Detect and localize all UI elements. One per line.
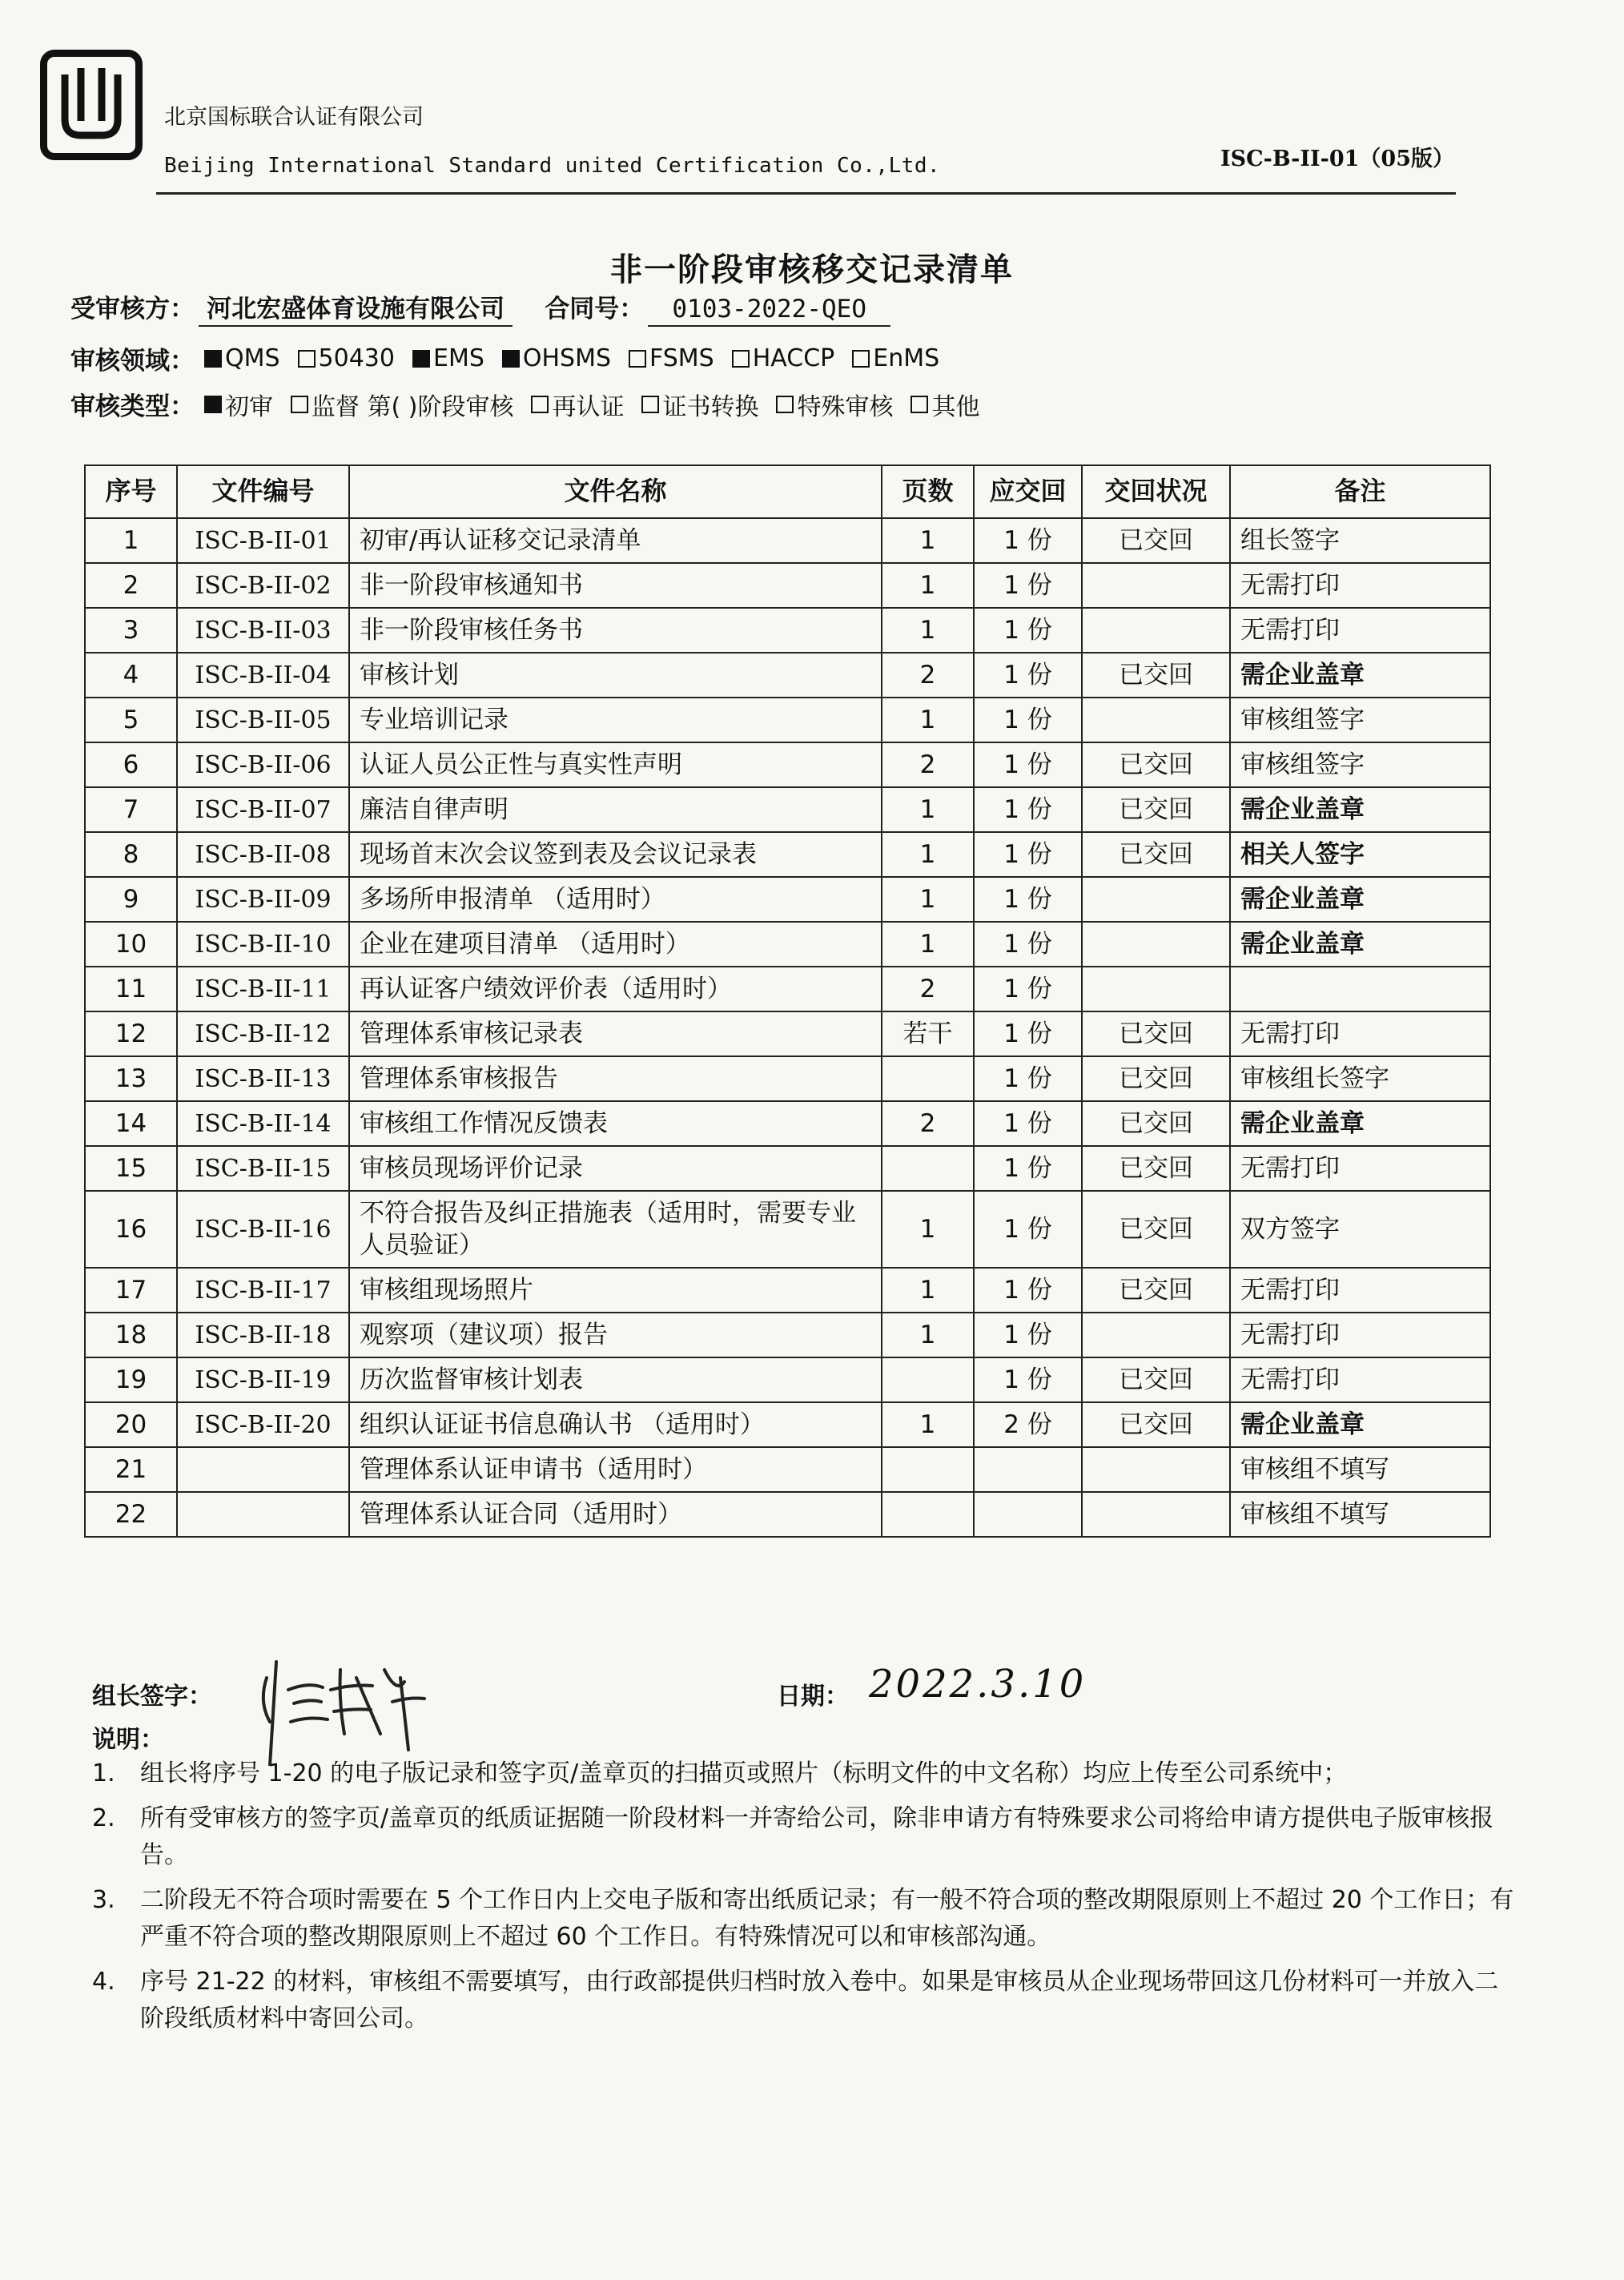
note-text: 组长将序号 1-20 的电子版记录和签字页/盖章页的扫描页或照片（标明文件的中文名称）均应上传至公司系统中； <box>140 1759 1348 1787</box>
row-number-cell: 20 <box>85 1402 177 1447</box>
required-copies-cell: 1 份 <box>974 1056 1082 1101</box>
row-number-cell: 21 <box>85 1447 177 1492</box>
page-count-cell: 2 <box>882 742 974 787</box>
return-status-cell <box>1082 1492 1230 1537</box>
return-status-cell: 已交回 <box>1082 1146 1230 1191</box>
return-status-cell: 已交回 <box>1082 653 1230 698</box>
remark-cell: 需企业盖章 <box>1230 922 1490 967</box>
audit-type-option[interactable] <box>291 387 513 422</box>
audit-type-option-label: 再认证 <box>552 392 625 421</box>
audit-type-row <box>70 386 997 422</box>
required-copies-cell: 1 份 <box>974 1313 1082 1357</box>
audit-domain-option[interactable] <box>412 344 484 372</box>
row-number-cell: 8 <box>85 832 177 877</box>
checked-box-icon[interactable] <box>204 350 222 368</box>
file-code-cell: ISC-B-II-10 <box>177 922 349 967</box>
return-status-cell <box>1082 1313 1230 1357</box>
audit-domain-label: 审核领域： <box>70 347 195 376</box>
note-number: 3. <box>92 1886 115 1914</box>
page-count-cell <box>882 1492 974 1537</box>
file-code-cell: ISC-B-II-15 <box>177 1146 349 1191</box>
file-code-cell <box>177 1492 349 1537</box>
row-number-cell: 22 <box>85 1492 177 1537</box>
row-number-cell: 7 <box>85 787 177 832</box>
audit-type-options <box>204 387 997 422</box>
required-copies-cell: 1 份 <box>974 742 1082 787</box>
table-row <box>85 563 1490 608</box>
file-name-cell: 审核计划 <box>349 653 882 698</box>
checked-box-icon[interactable] <box>204 396 222 413</box>
required-copies-cell <box>974 1447 1082 1492</box>
notes-title: 说明： <box>92 1726 164 1754</box>
required-copies-cell: 1 份 <box>974 877 1082 922</box>
audit-type-option-label: 其他 <box>931 392 980 421</box>
remark-cell: 需企业盖章 <box>1230 1101 1490 1146</box>
file-name-cell: 非一阶段审核通知书 <box>349 563 882 608</box>
remark-cell: 无需打印 <box>1230 608 1490 653</box>
table-row <box>85 518 1490 563</box>
contract-value: 0103-2022-QEO <box>648 295 890 327</box>
row-number-cell: 18 <box>85 1313 177 1357</box>
file-code-cell: ISC-B-II-12 <box>177 1011 349 1056</box>
table-row <box>85 1101 1490 1146</box>
table-row <box>85 1191 1490 1268</box>
file-code-cell: ISC-B-II-07 <box>177 787 349 832</box>
table-row <box>85 1011 1490 1056</box>
table-row <box>85 1447 1490 1492</box>
file-name-cell: 管理体系审核报告 <box>349 1056 882 1101</box>
page-count-cell: 1 <box>882 1402 974 1447</box>
audit-domain-option-label: 50430 <box>318 344 395 372</box>
required-copies-cell: 1 份 <box>974 967 1082 1011</box>
return-status-cell: 已交回 <box>1082 787 1230 832</box>
remark-cell: 审核组不填写 <box>1230 1492 1490 1537</box>
audit-domain-option-label: EnMS <box>873 344 940 372</box>
header-code: 文件编号 <box>177 465 349 518</box>
audit-type-option[interactable] <box>204 387 273 422</box>
remark-cell: 审核组签字 <box>1230 742 1490 787</box>
file-name-cell: 组织认证证书信息确认书 （适用时） <box>349 1402 882 1447</box>
date-label: 日期： <box>777 1683 849 1711</box>
row-number-cell: 2 <box>85 563 177 608</box>
file-name-cell: 审核组工作情况反馈表 <box>349 1101 882 1146</box>
company-name-en: Beijing International Standard united Certification Co.,Ltd. <box>164 154 941 178</box>
file-code-cell: ISC-B-II-03 <box>177 608 349 653</box>
remark-cell: 无需打印 <box>1230 1313 1490 1357</box>
table-row <box>85 742 1490 787</box>
file-code-cell: ISC-B-II-01 <box>177 518 349 563</box>
page-count-cell <box>882 1146 974 1191</box>
table-row <box>85 1268 1490 1313</box>
table-row <box>85 787 1490 832</box>
row-number-cell: 4 <box>85 653 177 698</box>
file-code-cell: ISC-B-II-05 <box>177 698 349 742</box>
file-code-cell: ISC-B-II-02 <box>177 563 349 608</box>
page-count-cell: 1 <box>882 1268 974 1313</box>
page-count-cell: 1 <box>882 563 974 608</box>
file-code-cell: ISC-B-II-17 <box>177 1268 349 1313</box>
row-number-cell: 3 <box>85 608 177 653</box>
auditee-value: 河北宏盛体育设施有限公司 <box>199 295 513 327</box>
table-row <box>85 967 1490 1011</box>
file-code-cell: ISC-B-II-06 <box>177 742 349 787</box>
return-status-cell: 已交回 <box>1082 832 1230 877</box>
file-name-cell: 现场首末次会议签到表及会议记录表 <box>349 832 882 877</box>
return-status-cell: 已交回 <box>1082 1056 1230 1101</box>
note-number: 4. <box>92 1968 115 1996</box>
page-count-cell: 1 <box>882 1313 974 1357</box>
audit-domain-option[interactable] <box>852 344 939 372</box>
header-status: 交回状况 <box>1082 465 1230 518</box>
header-name: 文件名称 <box>349 465 882 518</box>
leader-signature <box>244 1646 452 1766</box>
note-item <box>92 1882 1517 1956</box>
note-item <box>92 1800 1517 1874</box>
unchecked-box-icon[interactable] <box>291 396 308 413</box>
table-row <box>85 1402 1490 1447</box>
return-status-cell: 已交回 <box>1082 518 1230 563</box>
file-code-cell: ISC-B-II-16 <box>177 1191 349 1268</box>
remark-cell: 无需打印 <box>1230 1268 1490 1313</box>
required-copies-cell: 1 份 <box>974 1191 1082 1268</box>
file-name-cell: 历次监督审核计划表 <box>349 1357 882 1402</box>
audit-domain-option-label: OHSMS <box>522 344 612 372</box>
row-number-cell: 10 <box>85 922 177 967</box>
file-code-cell: ISC-B-II-08 <box>177 832 349 877</box>
document-code: ISC-B-II-01（05版） <box>1220 147 1454 171</box>
file-code-cell: ISC-B-II-18 <box>177 1313 349 1357</box>
page-count-cell: 1 <box>882 877 974 922</box>
row-number-cell: 13 <box>85 1056 177 1101</box>
row-number-cell: 6 <box>85 742 177 787</box>
auditee-row <box>70 288 890 324</box>
unchecked-box-icon[interactable] <box>641 396 659 413</box>
row-number-cell: 17 <box>85 1268 177 1313</box>
page-count-cell: 1 <box>882 1191 974 1268</box>
file-name-cell: 管理体系认证合同（适用时） <box>349 1492 882 1537</box>
audit-type-label: 审核类型： <box>70 392 195 421</box>
row-number-cell: 14 <box>85 1101 177 1146</box>
required-copies-cell: 1 份 <box>974 1357 1082 1402</box>
audit-domain-option[interactable] <box>629 344 714 372</box>
page-count-cell <box>882 1447 974 1492</box>
page-count-cell: 2 <box>882 967 974 1011</box>
return-status-cell <box>1082 608 1230 653</box>
remark-cell: 双方签字 <box>1230 1191 1490 1268</box>
checked-box-icon[interactable] <box>502 350 520 368</box>
required-copies-cell <box>974 1492 1082 1537</box>
remark-cell: 无需打印 <box>1230 1146 1490 1191</box>
file-name-cell: 专业培训记录 <box>349 698 882 742</box>
auditee-label: 受审核方： <box>70 295 195 324</box>
table-row <box>85 653 1490 698</box>
file-code-cell: ISC-B-II-19 <box>177 1357 349 1402</box>
page-count-cell <box>882 1357 974 1402</box>
note-number: 1. <box>92 1759 115 1787</box>
audit-type-option[interactable] <box>776 387 893 422</box>
return-status-cell <box>1082 877 1230 922</box>
header-pages: 页数 <box>882 465 974 518</box>
unchecked-box-icon[interactable] <box>629 350 646 368</box>
return-status-cell: 已交回 <box>1082 742 1230 787</box>
header-note: 备注 <box>1230 465 1490 518</box>
return-status-cell <box>1082 967 1230 1011</box>
required-copies-cell: 1 份 <box>974 608 1082 653</box>
file-name-cell: 管理体系审核记录表 <box>349 1011 882 1056</box>
checked-box-icon[interactable] <box>412 350 430 368</box>
audit-domain-option-label: EMS <box>432 344 484 372</box>
audit-domain-option[interactable] <box>298 344 395 372</box>
leader-signature-label: 组长签字： <box>92 1683 212 1711</box>
unchecked-box-icon[interactable] <box>910 396 928 413</box>
company-logo <box>40 50 143 160</box>
table-header-row <box>85 465 1490 518</box>
remark-cell: 需企业盖章 <box>1230 787 1490 832</box>
required-copies-cell: 1 份 <box>974 922 1082 967</box>
row-number-cell: 11 <box>85 967 177 1011</box>
remark-cell: 无需打印 <box>1230 563 1490 608</box>
file-code-cell: ISC-B-II-11 <box>177 967 349 1011</box>
page-count-cell: 1 <box>882 608 974 653</box>
audit-type-option-label: 特殊审核 <box>797 392 894 421</box>
file-name-cell: 观察项（建议项）报告 <box>349 1313 882 1357</box>
file-name-cell: 廉洁自律声明 <box>349 787 882 832</box>
table-row <box>85 1146 1490 1191</box>
table-row <box>85 698 1490 742</box>
file-name-cell: 多场所申报清单 （适用时） <box>349 877 882 922</box>
row-number-cell: 1 <box>85 518 177 563</box>
required-copies-cell: 1 份 <box>974 1011 1082 1056</box>
table-row <box>85 1492 1490 1537</box>
required-copies-cell: 1 份 <box>974 518 1082 563</box>
note-item <box>92 1964 1517 2037</box>
form-title: 非一阶段审核移交记录清单 <box>610 251 1014 288</box>
required-copies-cell: 1 份 <box>974 787 1082 832</box>
note-text: 二阶段无不符合项时需要在 5 个工作日内上交电子版和寄出纸质记录；有一般不符合项的整改期限原则上不超过 20 个工作日；有严重不符合项的整改期限原则上不超过 60 个工作日。有特殊情况可以和审核部沟通。 <box>140 1886 1514 1951</box>
file-code-cell: ISC-B-II-14 <box>177 1101 349 1146</box>
page-count-cell: 1 <box>882 518 974 563</box>
return-status-cell <box>1082 1447 1230 1492</box>
return-status-cell <box>1082 563 1230 608</box>
return-status-cell <box>1082 922 1230 967</box>
unchecked-box-icon[interactable] <box>732 350 750 368</box>
remark-cell: 需企业盖章 <box>1230 653 1490 698</box>
table-row <box>85 832 1490 877</box>
row-number-cell: 16 <box>85 1191 177 1268</box>
note-text: 所有受审核方的签字页/盖章页的纸质证据随一阶段材料一并寄给公司，除非申请方有特殊要求公司将给申请方提供电子版审核报告。 <box>140 1804 1494 1869</box>
date-value: 2022.3.10 <box>869 1662 1087 1707</box>
file-code-cell <box>177 1447 349 1492</box>
required-copies-cell: 1 份 <box>974 1268 1082 1313</box>
row-number-cell: 9 <box>85 877 177 922</box>
table-row <box>85 1313 1490 1357</box>
audit-domain-options <box>204 344 957 372</box>
audit-domain-option-label: QMS <box>225 344 280 372</box>
remark-cell: 审核组不填写 <box>1230 1447 1490 1492</box>
page-count-cell: 1 <box>882 698 974 742</box>
company-name-cn: 北京国标联合认证有限公司 <box>164 105 424 130</box>
file-name-cell: 管理体系认证申请书（适用时） <box>349 1447 882 1492</box>
file-code-cell: ISC-B-II-09 <box>177 877 349 922</box>
remark-cell: 审核组长签字 <box>1230 1056 1490 1101</box>
table-row <box>85 1056 1490 1101</box>
remark-cell: 相关人签字 <box>1230 832 1490 877</box>
return-status-cell: 已交回 <box>1082 1357 1230 1402</box>
return-status-cell: 已交回 <box>1082 1268 1230 1313</box>
file-name-cell: 初审/再认证移交记录清单 <box>349 518 882 563</box>
page-count-cell: 1 <box>882 787 974 832</box>
audit-domain-option-label: HACCP <box>752 344 835 372</box>
table-row <box>85 608 1490 653</box>
page-count-cell: 2 <box>882 1101 974 1146</box>
audit-domain-option-label: FSMS <box>649 344 714 372</box>
remark-cell: 组长签字 <box>1230 518 1490 563</box>
note-number: 2. <box>92 1804 115 1832</box>
row-number-cell: 19 <box>85 1357 177 1402</box>
header-divider <box>156 192 1456 195</box>
audit-type-option[interactable] <box>910 387 979 422</box>
note-item <box>92 1755 1517 1792</box>
remark-cell <box>1230 967 1490 1011</box>
unchecked-box-icon[interactable] <box>776 396 794 413</box>
file-name-cell: 非一阶段审核任务书 <box>349 608 882 653</box>
file-name-cell: 认证人员公正性与真实性声明 <box>349 742 882 787</box>
file-code-cell: ISC-B-II-13 <box>177 1056 349 1101</box>
required-copies-cell: 1 份 <box>974 698 1082 742</box>
remark-cell: 无需打印 <box>1230 1357 1490 1402</box>
file-code-cell: ISC-B-II-20 <box>177 1402 349 1447</box>
row-number-cell: 5 <box>85 698 177 742</box>
page-count-cell: 2 <box>882 653 974 698</box>
audit-domain-row <box>70 340 957 376</box>
table-row <box>85 1357 1490 1402</box>
required-copies-cell: 2 份 <box>974 1402 1082 1447</box>
header-no: 序号 <box>85 465 177 518</box>
audit-domain-option[interactable] <box>732 344 835 372</box>
audit-domain-option[interactable] <box>502 344 611 372</box>
contract-label: 合同号： <box>545 295 645 324</box>
row-number-cell: 12 <box>85 1011 177 1056</box>
header-qty: 应交回 <box>974 465 1082 518</box>
page-count-cell: 1 <box>882 832 974 877</box>
page-count-cell: 若干 <box>882 1011 974 1056</box>
audit-type-option-label: 证书转换 <box>662 392 759 421</box>
file-code-cell: ISC-B-II-04 <box>177 653 349 698</box>
return-status-cell: 已交回 <box>1082 1191 1230 1268</box>
required-copies-cell: 1 份 <box>974 563 1082 608</box>
file-name-cell: 不符合报告及纠正措施表（适用时，需要专业人员验证） <box>349 1191 882 1268</box>
notes-list <box>92 1755 1517 2045</box>
unchecked-box-icon[interactable] <box>298 350 316 368</box>
note-text: 序号 21-22 的材料，审核组不需要填写，由行政部提供归档时放入卷中。如果是审核员从企业现场带回这几份材料可一并放入二阶段纸质材料中寄回公司。 <box>140 1968 1499 2033</box>
page-count-cell: 1 <box>882 922 974 967</box>
audit-type-option[interactable] <box>531 387 624 422</box>
remark-cell: 审核组签字 <box>1230 698 1490 742</box>
row-number-cell: 15 <box>85 1146 177 1191</box>
unchecked-box-icon[interactable] <box>531 396 549 413</box>
required-copies-cell: 1 份 <box>974 1101 1082 1146</box>
audit-domain-option[interactable] <box>204 344 280 372</box>
return-status-cell: 已交回 <box>1082 1011 1230 1056</box>
audit-type-option[interactable] <box>641 387 758 422</box>
file-name-cell: 审核员现场评价记录 <box>349 1146 882 1191</box>
return-status-cell <box>1082 698 1230 742</box>
return-status-cell: 已交回 <box>1082 1101 1230 1146</box>
table-row <box>85 877 1490 922</box>
return-status-cell: 已交回 <box>1082 1402 1230 1447</box>
file-name-cell: 企业在建项目清单 （适用时） <box>349 922 882 967</box>
page-count-cell <box>882 1056 974 1101</box>
required-copies-cell: 1 份 <box>974 1146 1082 1191</box>
required-copies-cell: 1 份 <box>974 653 1082 698</box>
remark-cell: 无需打印 <box>1230 1011 1490 1056</box>
remark-cell: 需企业盖章 <box>1230 877 1490 922</box>
unchecked-box-icon[interactable] <box>852 350 870 368</box>
table-row <box>85 922 1490 967</box>
remark-cell: 需企业盖章 <box>1230 1402 1490 1447</box>
audit-type-option-label: 监督 第( )阶段审核 <box>312 392 514 421</box>
file-name-cell: 再认证客户绩效评价表（适用时） <box>349 967 882 1011</box>
required-copies-cell: 1 份 <box>974 832 1082 877</box>
file-name-cell: 审核组现场照片 <box>349 1268 882 1313</box>
handover-table <box>84 464 1491 1538</box>
audit-type-option-label: 初审 <box>225 392 273 421</box>
